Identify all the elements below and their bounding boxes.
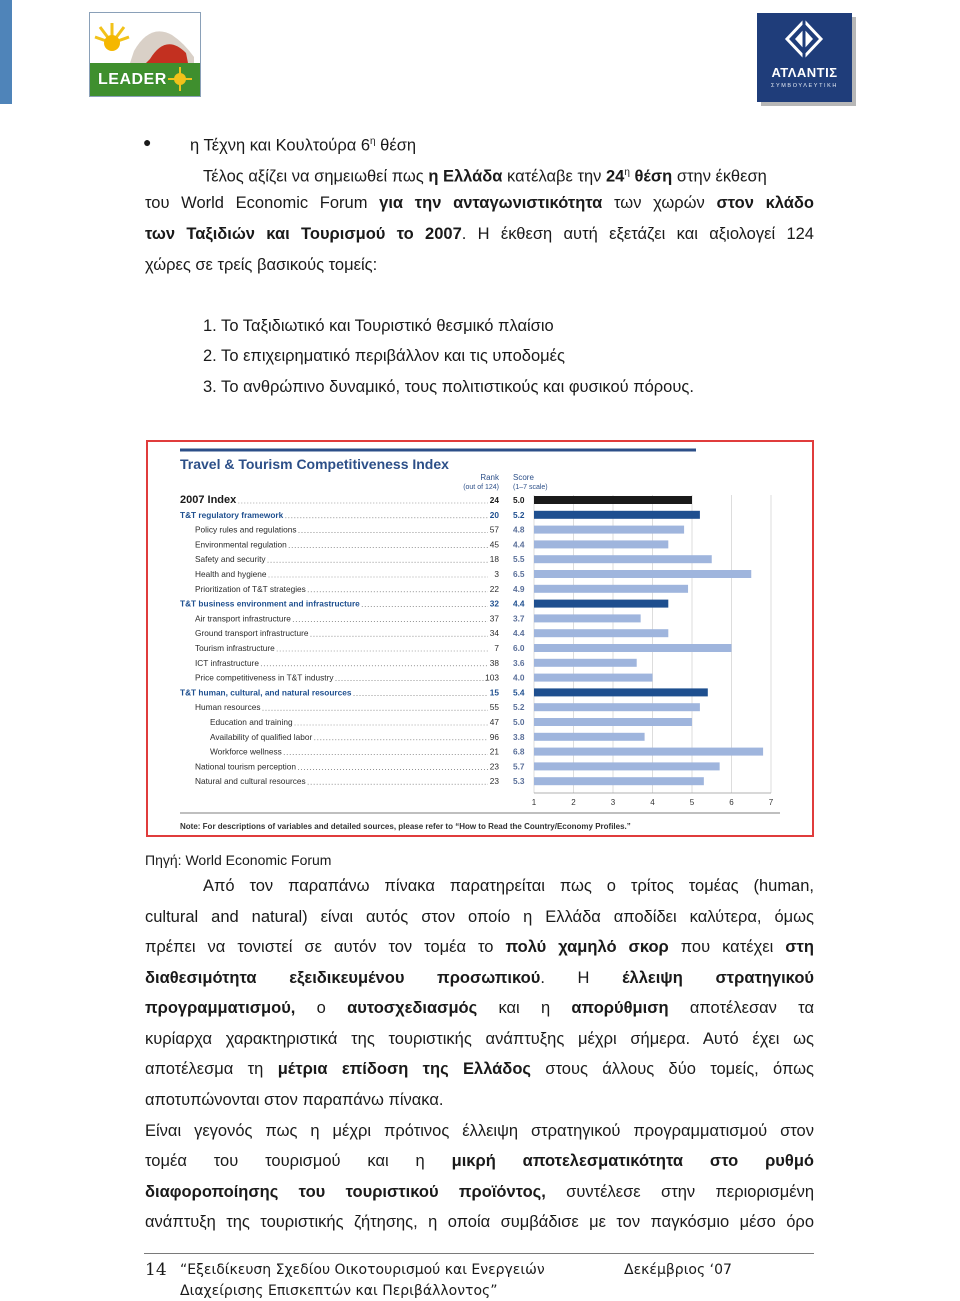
row-rank: 21 — [489, 746, 499, 757]
p2-line-3: πρέπει να τονιστεί σε αυτόν τον τομέα το πολύ χαμηλό σκορ που κατέχει στη — [145, 938, 814, 956]
score-bar — [534, 570, 751, 578]
row-score: 3.6 — [513, 657, 525, 668]
footer-title-line-2: Διαχείρισης Επισκεπτών και Περιβάλλοντος” — [180, 1283, 498, 1299]
x-tick-label: 3 — [610, 798, 616, 807]
p2-line-6: κυρίαρχα χαρακτηριστικά της τουριστικής ανάπτυξης μέχρι σήμερα. Αυτό έχει ως — [145, 1030, 814, 1048]
list-item: 1. Το Ταξιδιωτικό και Τουριστικό θεσμικό πλαίσιο — [203, 317, 554, 335]
row-label: Air transport infrastructure — [195, 613, 291, 624]
row-score: 5.5 — [513, 554, 525, 565]
footer-divider — [144, 1253, 814, 1254]
row-score: 5.4 — [513, 687, 525, 698]
atlantis-logo — [757, 13, 852, 102]
score-bar — [534, 511, 700, 519]
atlantis-logo-text: ΑΤΛΑΝΤΙΣ — [771, 65, 838, 80]
p3-line-3: διαφοροποίησης του τουριστικού προϊόντος, συντέλεσε στην περιορισμένη — [145, 1183, 814, 1201]
p1-line-4: χώρες σε τρείς βασικούς τομείς: — [145, 256, 378, 274]
row-score: 3.7 — [513, 613, 525, 624]
p2-line-4: διαθεσιμότητα εξειδικευμένου προσωπικού. Η έλλειψη στρατηγικού — [145, 969, 814, 987]
p3-line-2: τομέα του τουρισμού και η μικρή αποτελεσματικότητα στο ρυθμό — [145, 1152, 814, 1170]
row-label: Price competitiveness in T&T industry — [195, 672, 334, 683]
row-rank: 32 — [489, 598, 499, 609]
p2-line-5: προγραμματισμού, ο αυτοσχεδιασμός και η απορύθμιση αποτέλεσαν τα — [145, 999, 814, 1017]
row-score: 4.0 — [513, 672, 525, 683]
score-bar — [534, 703, 700, 711]
page-number: 14 — [145, 1260, 167, 1280]
competitiveness-chart — [148, 442, 812, 835]
row-score: 4.8 — [513, 524, 525, 535]
row-score: 6.0 — [513, 643, 525, 653]
row-rank: 55 — [489, 702, 499, 713]
row-score: 3.8 — [513, 731, 525, 742]
footer-date: Δεκέμβριος ‘07 — [624, 1262, 732, 1278]
row-rank: 22 — [489, 583, 499, 594]
score-bar — [534, 629, 668, 637]
row-label: Workforce wellness — [210, 746, 282, 757]
bullet-icon: ● — [143, 134, 152, 150]
row-rank: 38 — [489, 657, 499, 668]
x-tick-label: 2 — [571, 798, 576, 807]
row-rank: 15 — [489, 687, 499, 698]
x-tick-label: 1 — [531, 798, 537, 807]
row-label: T&T regulatory framework — [180, 509, 284, 520]
row-rank: 18 — [489, 554, 499, 565]
row-label: Availability of qualified labor — [210, 731, 313, 742]
p2-line-7: αποτέλεσμα τη μέτρια επίδοση της Ελλάδος στους άλλους δύο τομείς, όπως — [145, 1060, 814, 1078]
row-rank: 3 — [494, 569, 499, 579]
row-rank: 96 — [489, 731, 499, 742]
row-label: Prioritization of T&T strategies — [195, 583, 306, 594]
row-rank: 57 — [489, 524, 499, 535]
chart-note: Note: For descriptions of variables and detailed sources, please refer to “How to Read the Country/Economy Profiles.” — [180, 822, 631, 831]
row-score: 5.0 — [513, 717, 525, 727]
x-tick-label: 6 — [729, 798, 734, 807]
row-label: Health and hygiene — [195, 569, 267, 579]
row-score: 5.2 — [513, 509, 525, 520]
score-bar — [534, 762, 720, 770]
row-label: Policy rules and regulations — [195, 524, 297, 535]
score-bar — [534, 600, 668, 608]
p3-line-4: ανάπτυξη της τουριστικής ζήτησης, η οποία συμβάδισε με τον παγκόσμιο μέσο όρο — [145, 1213, 814, 1231]
row-score: 5.7 — [513, 761, 525, 772]
x-tick-label: 5 — [689, 798, 695, 807]
row-score: 4.4 — [513, 539, 525, 550]
row-label: ICT infrastructure — [195, 657, 259, 668]
list-item: 3. Το ανθρώπινο δυναμικό, τους πολιτιστικούς και φυσικού πόρους. — [203, 378, 694, 396]
score-bar — [534, 540, 668, 548]
row-score: 5.2 — [513, 702, 525, 713]
rank-subheader: (out of 124) — [463, 484, 499, 491]
row-score: 4.4 — [513, 628, 525, 639]
row-score: 5.0 — [513, 495, 525, 505]
row-label: Safety and security — [195, 554, 266, 565]
row-rank: 45 — [489, 539, 499, 550]
row-score: 6.5 — [513, 569, 525, 579]
row-rank: 23 — [489, 776, 499, 787]
chart-frame — [146, 440, 814, 837]
row-label: Education and training — [210, 717, 293, 727]
p1-line-3: των Ταξιδιών και Τουρισμού το 2007. Η έκθεση αυτή εξετάζει και αξιολογεί 124 — [145, 225, 814, 243]
score-bar — [534, 777, 704, 785]
row-score: 4.9 — [513, 583, 525, 594]
p2-line-8: αποτυπώνονται στον παραπάνω πίνακα. — [145, 1091, 444, 1109]
leader-logo — [89, 12, 201, 97]
row-label: National tourism perception — [195, 761, 296, 772]
score-bar — [534, 526, 684, 534]
row-label: Natural and cultural resources — [195, 776, 306, 787]
x-tick-label: 7 — [768, 798, 774, 807]
p2-line-2: cultural and natural) είναι αυτός στον οποίο η Ελλάδα αποδίδει καλύτερα, όμως — [145, 908, 814, 926]
chart-source: Πηγή: World Economic Forum — [145, 852, 332, 868]
row-rank: 23 — [489, 761, 499, 772]
row-label: T&T human, cultural, and natural resources — [180, 687, 352, 698]
p1-line-1: Τέλος αξίζει να σημειωθεί πως η Ελλάδα κατέλαβε την $24^\eta$ θέση στην έκθεση — [203, 167, 767, 186]
footer-title-line-1: “Εξειδίκευση Σχεδίου Οικοτουρισμού και Ενεργειών — [180, 1262, 545, 1278]
p3-line-1: Είναι γεγονός πως η μέχρι πρότινος έλλειψη στρατηγικού προγραμματισμού στον — [145, 1122, 814, 1140]
score-bar — [534, 496, 692, 504]
left-accent-bar — [0, 0, 12, 104]
score-bar — [534, 688, 708, 696]
p2-line-1: Από τον παραπάνω πίνακα παρατηρείται πως ο τρίτος τομέας (human, — [203, 877, 814, 895]
row-label: Tourism infrastructure — [195, 643, 275, 653]
atlantis-logo-subtext: ΣΥΜΒΟΥΛΕΥΤΙΚΗ — [770, 83, 839, 89]
score-subheader: (1–7 scale) — [513, 484, 548, 491]
score-bar — [534, 748, 763, 756]
row-score: 6.8 — [513, 746, 525, 757]
score-bar — [534, 614, 641, 622]
row-rank: 103 — [485, 672, 499, 683]
score-bar — [534, 555, 712, 563]
chart-title: Travel & Tourism Competitiveness Index — [180, 456, 449, 472]
score-bar — [534, 585, 688, 593]
row-rank: 24 — [489, 495, 499, 505]
row-label: 2007 Index — [180, 494, 237, 506]
score-bar — [534, 659, 637, 667]
row-rank: 34 — [489, 628, 499, 639]
p1-line-2: του World Economic Forum για την ανταγωνιστικότητα των χωρών στον κλάδο — [145, 194, 814, 212]
leader-logo-text: LEADER — [98, 71, 167, 88]
atlantis-emblem — [757, 13, 852, 63]
row-rank: 37 — [489, 613, 499, 624]
row-label: T&T business environment and infrastructure — [180, 598, 360, 609]
score-bar — [534, 718, 692, 726]
x-tick-label: 4 — [650, 798, 655, 807]
row-rank: 20 — [489, 509, 499, 520]
bullet-item: η Τέχνη και Κουλτούρα $6^\eta$ θέση — [190, 136, 417, 155]
row-label: Environmental regulation — [195, 539, 287, 550]
list-item: 2. Το επιχειρηματικό περιβάλλον και τις υποδομές — [203, 347, 565, 365]
row-label: Ground transport infrastructure — [195, 628, 309, 639]
score-bar — [534, 733, 645, 741]
rank-header: Rank — [480, 473, 499, 482]
row-score: 5.3 — [513, 776, 525, 787]
row-rank: 7 — [494, 643, 499, 653]
row-rank: 47 — [489, 717, 499, 727]
row-label: Human resources — [195, 702, 261, 713]
score-bar — [534, 644, 732, 652]
score-header: Score — [513, 473, 534, 482]
score-bar — [534, 674, 653, 682]
row-score: 4.4 — [513, 598, 525, 609]
